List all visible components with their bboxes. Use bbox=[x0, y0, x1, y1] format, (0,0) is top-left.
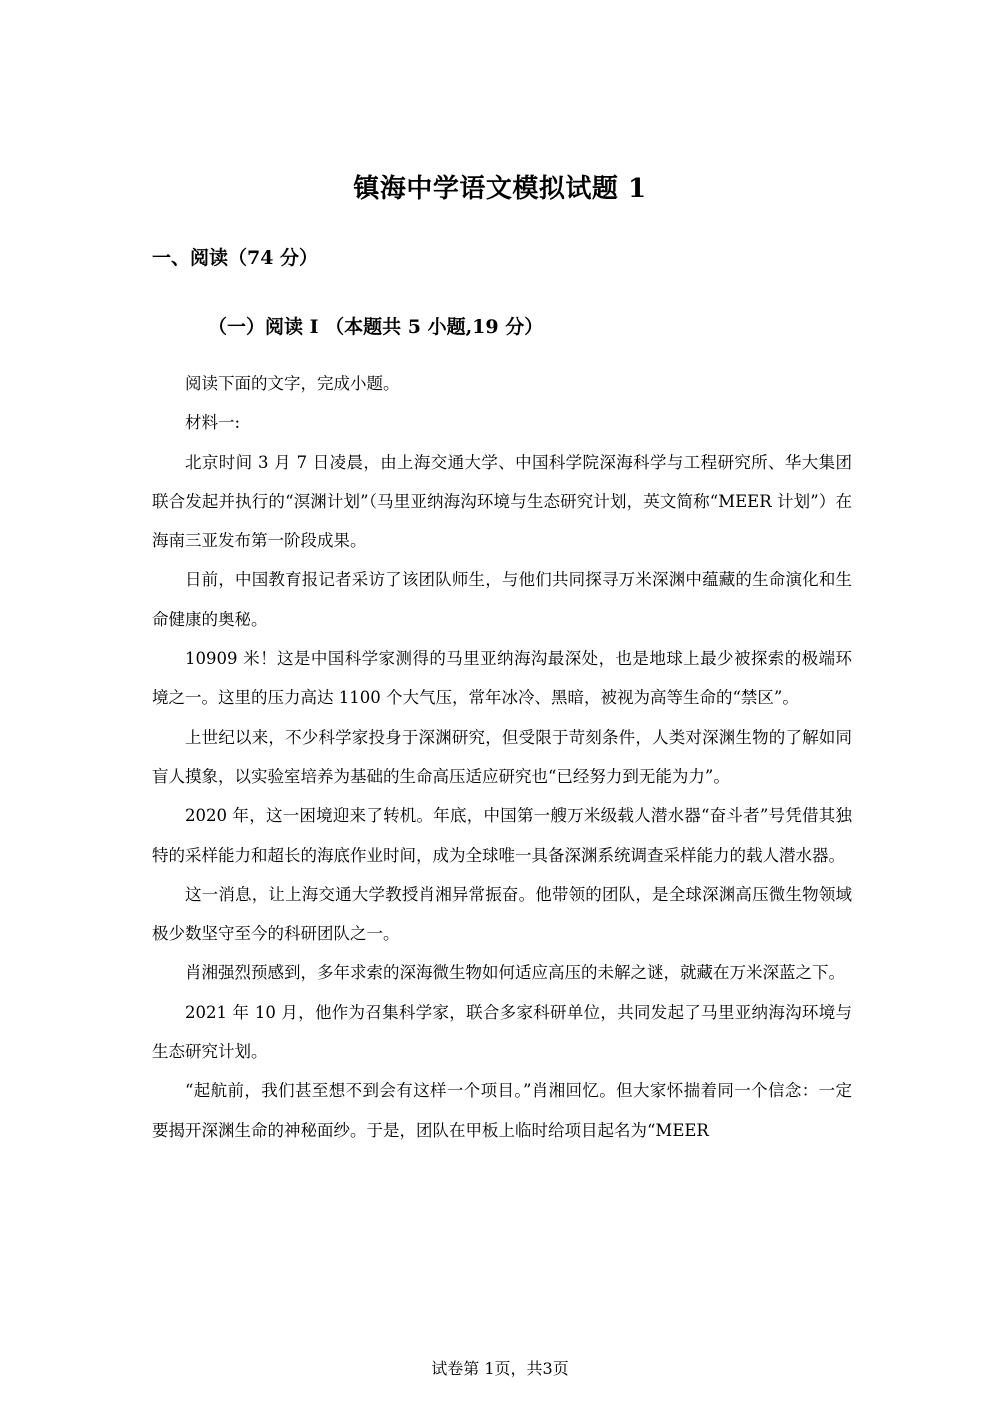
paragraph: 2020 年，这一困境迎来了转机。年底，中国第一艘万米级载人潜水器“奋斗者”号凭借其独特的采样能力和超长的海底作业时间，成为全球唯一具备深渊系统调查采样能力的载人潜水器。 bbox=[152, 806, 852, 865]
paragraph: 日前，中国教育报记者采访了该团队师生，与他们共同探寻万米深渊中蕴藏的生命演化和生命健康的奥秘。 bbox=[152, 570, 852, 629]
paragraph: 这一消息，让上海交通大学教授肖湘异常振奋。他带领的团队，是全球深渊高压微生物领域极少数坚守至今的科研团队之一。 bbox=[152, 884, 852, 944]
paragraph: 肖湘强烈预感到，多年求索的深海微生物如何适应高压的未解之谜，就藏在万米深蓝之下。 bbox=[185, 963, 845, 983]
paragraph: 北京时间 3 月 7 日凌晨，由上海交通大学、中国科学院深海科学与工程研究所、华大集团联合发起并执行的“溟渊计划”（马里亚纳海沟环境与生态研究计划，英文简称“MEER 计划”）在海南三亚发布第一阶段成果。 bbox=[152, 452, 852, 551]
reading-passage bbox=[152, 364, 852, 1150]
paragraph: 上世纪以来，不少科学家投身于深渊研究，但受限于苛刻条件，人类对深渊生物的了解如同盲人摸象，以实验室培养为基础的生命高压适应研究也“已经努力到无能为力”。 bbox=[152, 727, 852, 786]
paragraph: 阅读下面的文字，完成小题。 bbox=[185, 374, 400, 393]
page-title: 镇海中学语文模拟试题 1 bbox=[353, 174, 647, 204]
paragraph: 10909 米！这是中国科学家测得的马里亚纳海沟最深处，也是地球上最少被探索的极端环境之一。这里的压力高达 1100 个大气压，常年冰冷、黑暗，被视为高等生命的“禁区”。 bbox=[152, 649, 852, 708]
sub-heading: （一）阅读 I （本题共 5 小题,19 分） bbox=[208, 316, 544, 338]
section-heading: 一、阅读（74 分） bbox=[152, 247, 319, 269]
paragraph: 2021 年 10 月，他作为召集科学家，联合多家科研单位，共同发起了马里亚纳海沟环境与生态研究计划。 bbox=[152, 1002, 852, 1062]
paragraph: 材料一: bbox=[185, 413, 241, 433]
paragraph: “起航前，我们甚至想不到会有这样一个项目。”肖湘回忆。但大家怀揣着同一个信念：一定要揭开深渊生命的神秘面纱。于是，团队在甲板上临时给项目起名为“MEER bbox=[152, 1081, 852, 1140]
page-footer: 试卷第 1页，共3页 bbox=[431, 1359, 569, 1378]
